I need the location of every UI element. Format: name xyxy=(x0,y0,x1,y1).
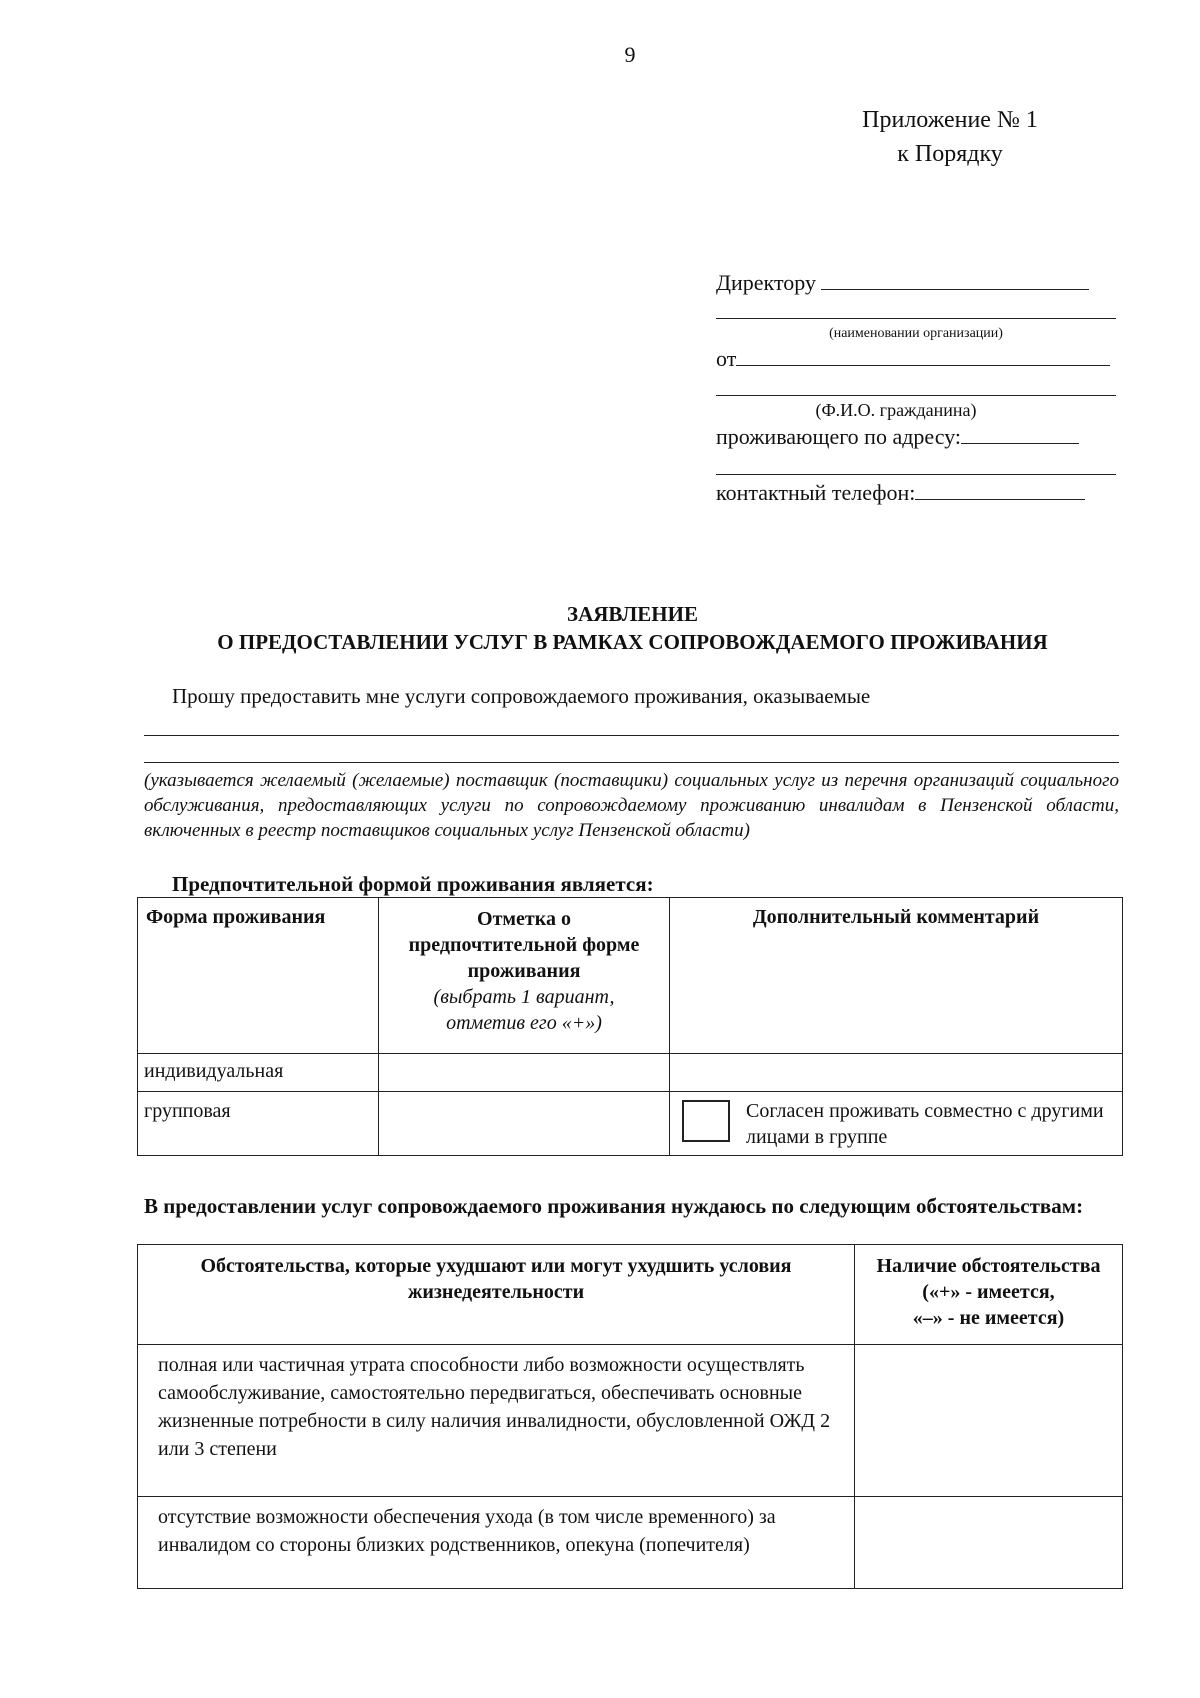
table-row xyxy=(138,1345,1123,1497)
form-section-heading: Предпочтительной формой проживания является: xyxy=(172,872,654,896)
header-mark-italic: (выбрать 1 вариант, отметив его «+») xyxy=(433,986,615,1034)
phone-label: контактный телефон: xyxy=(716,480,916,505)
provider-note: (указывается желаемый (желаемые) поставщик (поставщики) социальных услуг из перечня организаций социального обслуживания, предоставляющих услуги по сопровождаемому проживанию инвалидам в Пензенской области, включенных в реестр поставщиков социальных услуг Пензенской области) xyxy=(144,770,1119,842)
consent-label: Согласен проживать совместно с другими лицами в группе xyxy=(746,1100,1104,1148)
header-presence-3: «–» - не имеется) xyxy=(912,1307,1065,1329)
table-header-row xyxy=(138,898,1123,1054)
provider-blank-2[interactable] xyxy=(144,762,1119,763)
form-cell: групповая xyxy=(138,1092,379,1156)
address-line xyxy=(716,424,1079,450)
request-text: Прошу предоставить мне услуги сопровождаемого проживания, оказываемые xyxy=(172,684,871,708)
header-presence-2: («+» - имеется, xyxy=(922,1281,1055,1303)
header-presence xyxy=(855,1245,1123,1345)
from-label: от xyxy=(716,346,737,371)
consent-checkbox[interactable] xyxy=(682,1100,730,1142)
circumstances-table xyxy=(137,1244,1123,1589)
page-number: 9 xyxy=(624,42,636,67)
living-form-table xyxy=(137,897,1123,1156)
mark-cell-group[interactable] xyxy=(379,1092,670,1156)
table-header-row xyxy=(138,1245,1123,1345)
director-blank[interactable] xyxy=(821,271,1089,290)
table-row xyxy=(138,1092,1123,1156)
fio-caption: (Ф.И.О. гражданина) xyxy=(815,400,977,420)
document-title xyxy=(140,600,1125,657)
header-mark xyxy=(379,898,670,1054)
circumstance-cell: отсутствие возможности обеспечения ухода (в том числе временного) за инвалидом со стороны близких родственников, опекуна (попечителя) xyxy=(138,1497,855,1589)
header-comment: Дополнительный комментарий xyxy=(670,898,1123,1054)
presence-cell[interactable] xyxy=(855,1497,1123,1589)
from-line xyxy=(716,346,1110,372)
org-name-blank[interactable] xyxy=(716,318,1116,319)
appendix-label xyxy=(770,104,1130,171)
phone-blank[interactable] xyxy=(915,481,1085,500)
fio-blank[interactable] xyxy=(716,395,1116,396)
title-line-1: ЗАЯВЛЕНИЕ xyxy=(567,602,698,626)
header-presence-1: Наличие обстоятельства xyxy=(876,1255,1101,1277)
table-row xyxy=(138,1497,1123,1589)
org-caption: (наименовании организации) xyxy=(829,326,1003,341)
header-form: Форма проживания xyxy=(138,898,379,1054)
address-label: проживающего по адресу: xyxy=(716,424,962,449)
header-mark-bold: Отметка о предпочтительной форме проживания xyxy=(408,908,640,982)
circumstance-cell: полная или частичная утрата способности либо возможности осуществлять самообслуживание, самостоятельно передвигаться, обеспечивать основные жизненные потребности в силу наличия инвалидности, обусловленной ОЖД 2 или 3 степени xyxy=(138,1345,855,1497)
header-circumstance: Обстоятельства, которые ухудшают или могут ухудшить условия жизнедеятельности xyxy=(138,1245,855,1345)
appendix-line-2: к Порядку xyxy=(897,140,1003,167)
comment-cell-individual[interactable] xyxy=(670,1054,1123,1092)
address-blank[interactable] xyxy=(961,425,1079,444)
presence-cell[interactable] xyxy=(855,1345,1123,1497)
director-line xyxy=(716,270,1089,296)
director-label: Директору xyxy=(716,270,822,295)
table-row xyxy=(138,1054,1123,1092)
comment-cell-group xyxy=(670,1092,1123,1156)
title-line-2: О ПРЕДОСТАВЛЕНИИ УСЛУГ В РАМКАХ СОПРОВОЖДАЕМОГО ПРОЖИВАНИЯ xyxy=(217,630,1048,655)
appendix-line-1: Приложение № 1 xyxy=(862,107,1038,133)
circumstances-heading: В предоставлении услуг сопровождаемого проживания нуждаюсь по следующим обстоятельствам: xyxy=(144,1194,1084,1218)
from-blank[interactable] xyxy=(736,347,1110,366)
phone-line xyxy=(716,480,1085,506)
mark-cell-individual[interactable] xyxy=(379,1054,670,1092)
address-blank-2[interactable] xyxy=(716,474,1116,475)
provider-blank-1[interactable] xyxy=(144,735,1119,736)
form-cell: индивидуальная xyxy=(138,1054,379,1092)
